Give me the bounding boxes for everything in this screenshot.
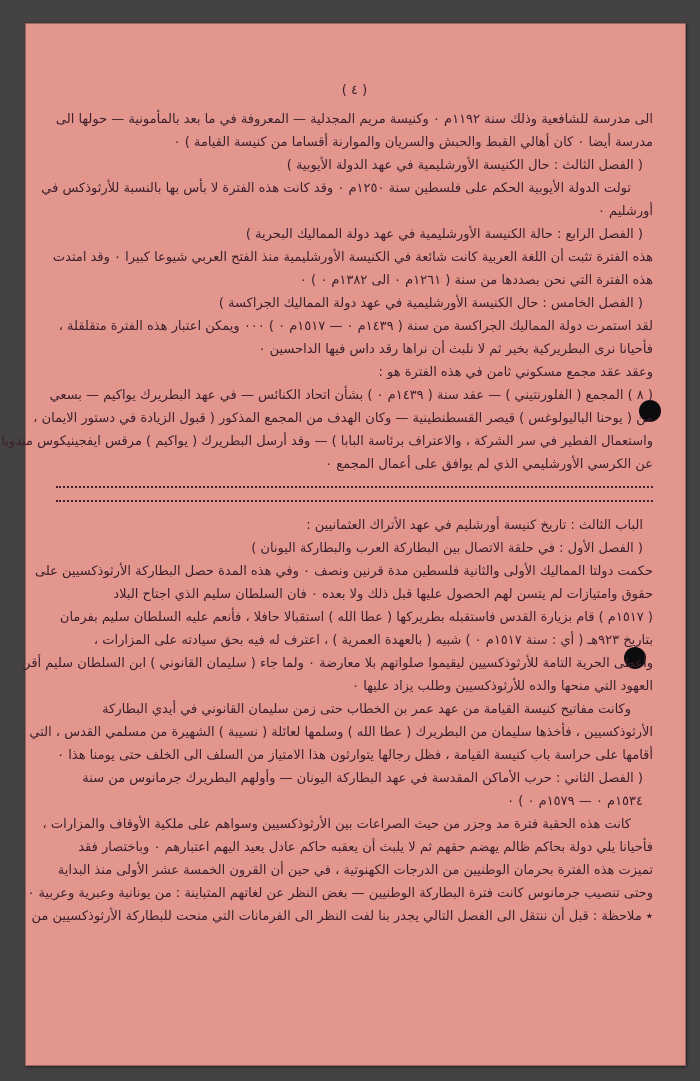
text-line: واستعمال الفطير في سر الشركة ، والاعتراف برئاسة البابا ) — وقد أرسل البطريرك ( يواكيم ) مرقس ايفجينيكوس مندوبا	[1, 434, 653, 449]
text-line: من ( يوحنا الباليولوغس ) قيصر القسطنطينية — وكان الهدف من المجمع المذكور ( قبول الزيادة في دستور الايمان ،	[33, 411, 653, 426]
text-line: حقوق وامتيازات لم يتسن لهم الحصول عليها قبل ذلك ولا بعده ٠ فان السلطان سليم الذي اجتاح البلاد	[113, 587, 653, 602]
text-line: هذه الفترة تثبت أن اللغة العربية كانت شائعة في الكنيسة الأورشليمية منذ الفتح العربي شيوعا كبيرا ٠ وقد امتدت	[52, 250, 653, 265]
section-mamluk-period	[1, 108, 653, 476]
text-line: العهود التي منحها والده للأرثوذكسيين وطلب يزاد عليها ٠	[352, 679, 653, 694]
chapter-heading: ( الفصل الثالث : حال الكنيسة الأورشليمية في عهد الدولة الأيوبية )	[286, 158, 643, 173]
text-line: مدرسة أيضا ٠ كان أهالي القبط والحبش والسريان والموارنة أقساما من كنيسة القيامة ) ٠	[173, 135, 653, 150]
text-line: هذه الفترة التي نحن بصددها من سنة ( ١٢٦١م ٠ الى ١٣٨٢م ٠ ) ٠	[299, 273, 653, 288]
chapter-heading: ( الفصل الثاني : حرب الأماكن المقدسة في عهد البطاركة اليونان — وأولهم البطريرك جرمانوس من سنة	[82, 771, 643, 786]
text-line: فأحيانا يلي دولة بحاكم ظالم يهضم حقهم ثم لا يلبث أن يعقبه حاكم عادل يعيد اليهم اعتبارهم ٠ وباختصار فقد	[78, 840, 653, 855]
chapter-heading: ( الفصل الخامس : حال الكنيسة الأورشليمية في عهد دولة المماليك الجراكسة )	[218, 296, 643, 311]
text-line: الأرثوذكسيين ، فأخذها سليمان من البطريرك ( عطا الله ) وسلمها لعائلة ( نسيبة ) الشهيرة من مسلمي القدس ، التي	[29, 725, 653, 740]
section-ottoman-period	[24, 514, 653, 928]
text-line: عن الكرسي الأورشليمي الذي لم يوافق على أعمال المجمع ٠	[325, 457, 653, 472]
text-line: ١٥٣٤م ٠ — ١٥٧٩م ٠ ) ٠	[507, 794, 643, 809]
text-line: تميزت هذه الفترة بحرمان الوطنيين من الدرجات الكهنوتية ، في حين أن القرون الخمسة عشر الأولى منذ البداية	[57, 863, 653, 878]
text-line: وأعطى الحرية التامة للأرثوذكسيين ليقيموا صلواتهم بلا معارضة ٠ ولما جاء ( سليمان القانوني ) ابن السلطان سليم أقر	[24, 656, 653, 671]
text-line: بتاريخ ٩٢٣هـ ( أي : سنة ١٥١٧م ٠ ) شبيه ( بالعهدة العمرية ) ، اعترف له فيه بحق سيادته على المزارات ،	[93, 633, 653, 648]
document-page	[1, 23, 686, 1066]
part-heading: الباب الثالث : تاريخ كنيسة أورشليم في عهد الأتراك العثمانيين :	[306, 518, 643, 533]
text-line: وحتى تنصيب جرمانوس كانت فترة البطاركة الوطنيين — بغض النظر عن لغاتهم المتباينة : من يونانية وعبرية وعربية ٠	[27, 886, 653, 901]
footnote-line: ٭ ملاحظة : قبل أن ننتقل الى الفصل التالي يجدر بنا لفت النظر الى الفرمانات التي منحت للبطاركة الأرثوذكسيين من	[31, 909, 653, 924]
section-separator	[56, 486, 653, 502]
page-content	[1, 80, 653, 928]
text-line: أورشليم ٠	[597, 204, 653, 219]
page-number: ( ٤ )	[341, 83, 368, 98]
text-line: فأحيانا نرى البطريركية بخير ثم لا نلبث أن نراها رقد داس فيها الداحسين ٠	[258, 342, 653, 357]
text-line: أقامها على حراسة باب كنيسة القيامة ، فظل رجالها يتوارثون هذا الامتياز من السلف الى الخلف حتى يومنا هذا ٠	[57, 748, 653, 763]
text-line: حكمت دولتا المماليك الأولى والثانية فلسطين مدة قرنين ونصف ٠ وفي هذه المدة حصل البطاركة الأرثوذكسيين على	[34, 564, 653, 579]
text-line: كانت هذه الحقبة فترة مد وجزر من حيث الصراعات بين الأرثوذكسيين وسواهم على ملكية الأوقاف والمزارات ،	[42, 817, 631, 832]
text-line: الى مدرسة للشافعية وذلك سنة ١١٩٢م ٠ وكنيسة مريم المجدلية — المعروفة في ما بعد بالمأمونية — حولها الى	[55, 112, 653, 127]
text-line: ( ٨ ) المجمع ( الفلورنتيني ) — عقد سنة ( ١٤٣٩م ٠ ) بشأن اتحاد الكنائس — في عهد البطريرك يواكيم — بسعي	[49, 388, 653, 403]
chapter-heading: ( الفصل الرابع : حالة الكنيسة الأورشليمية في عهد دولة المماليك البحرية )	[245, 227, 643, 242]
chapter-heading: ( الفصل الأول : في حلقة الاتصال بين البطاركة العرب والبطاركة اليونان )	[251, 541, 643, 556]
text-line: لقد استمرت دولة المماليك الجراكسة من سنة ( ١٤٣٩م ٠ — ١٥١٧م ٠ ) ٠٠٠ ويمكن اعتبار هذه الفترة متقلقلة ،	[58, 319, 653, 334]
text-line: وعقد عقد مجمع مسكوني ثامن في هذه الفترة هو :	[378, 365, 653, 380]
text-line: وكانت مفاتيح كنيسة القيامة من عهد عمر بن الخطاب حتى زمن سليمان القانوني في أيدي البطاركة	[102, 702, 631, 717]
text-line: ( ١٥١٧م ) قام بزيارة القدس فاستقبله بطريركها ( عطا الله ) استقبالا حافلا ، فأنعم عليه السلطان سليم بفرمان	[59, 610, 653, 625]
text-line: تولت الدولة الأيوبية الحكم على فلسطين سنة ١٢٥٠م ٠ وقد كانت هذه الفترة لا بأس بها بالنسبة للأرثوذكس في	[41, 181, 631, 196]
